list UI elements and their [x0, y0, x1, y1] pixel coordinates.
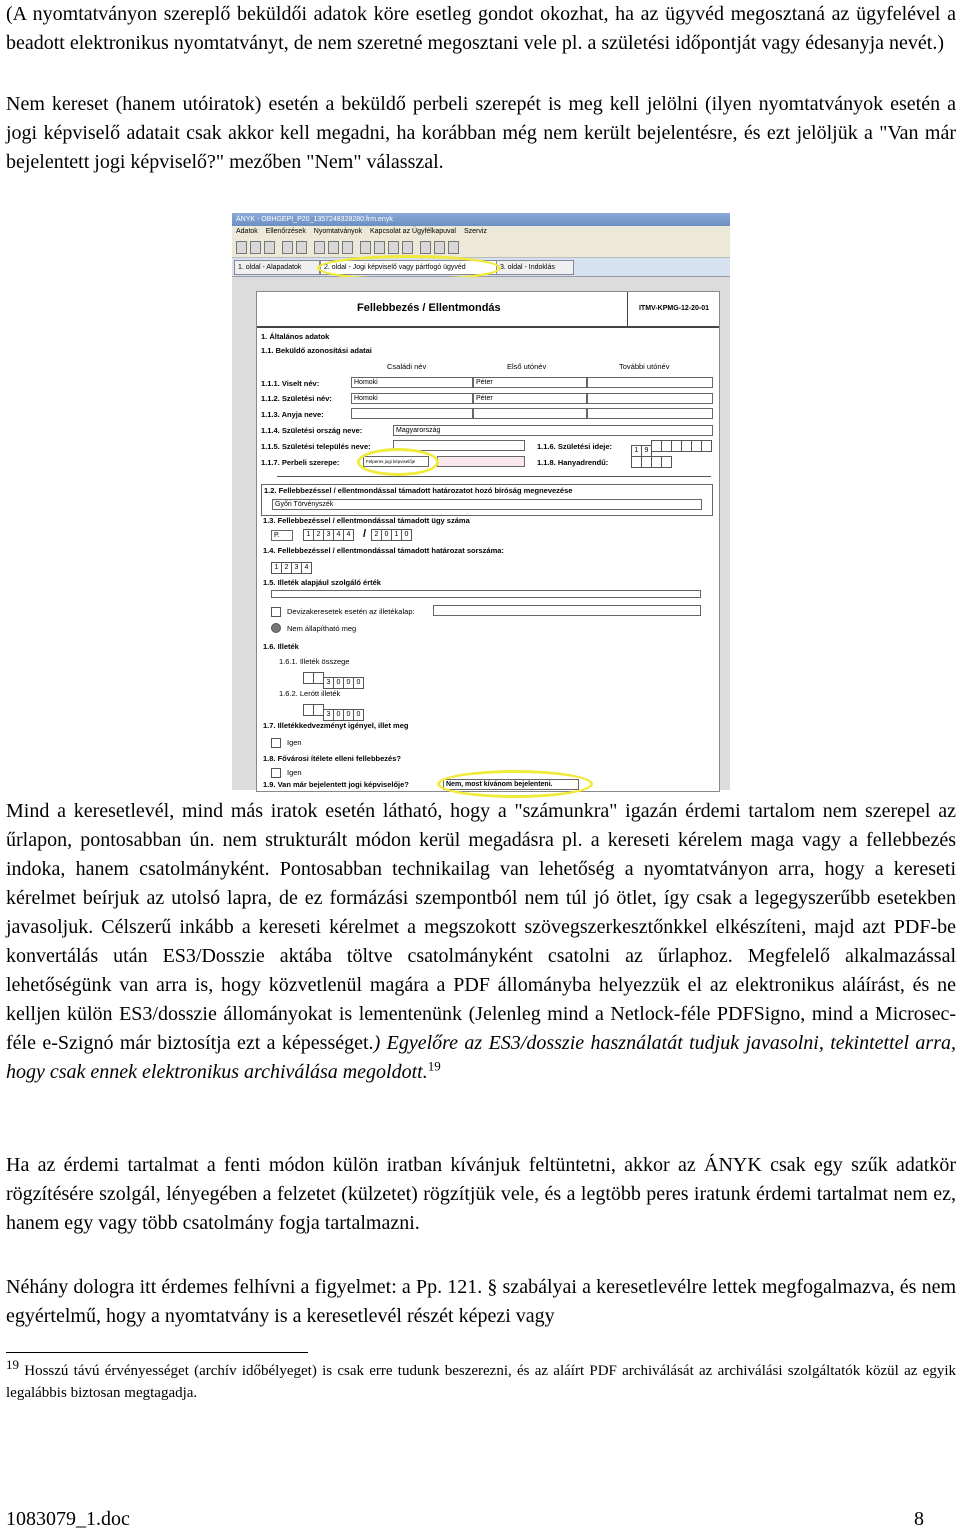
paragraph-1: (A nyomtatványon szereplő beküldői adatok köre esetleg gondot okozhat, ha az ügyvéd megosztaná az ügyfelével a beadott elektronikus nyomtatványt, de nem szeretné megosztani vele pl. a születési időpontját vagy édesanyja nevét.) — [6, 3, 956, 54]
fee-discount-checkbox[interactable] — [271, 738, 281, 748]
toolbar-icon[interactable] — [374, 241, 385, 254]
digit-box: 0 — [333, 677, 344, 689]
field-label-party-role: 1.1.7. Perbeli szerepe: — [261, 458, 340, 467]
field-label-birth-country: 1.1.4. Születési ország neve: — [261, 426, 363, 435]
menu-item-checks[interactable]: Ellenőrzések — [265, 228, 306, 235]
digit-box: 2 — [281, 562, 292, 574]
toolbar-icon[interactable] — [342, 241, 353, 254]
toolbar — [232, 237, 730, 258]
paragraph-5: Néhány dologra itt érdemes felhívni a figyelmet: a Pp. 121. § szabályai a keresetlevélre lettek megfogalmazva, és nem egyértelmű, hogy a nyomtatvány is a keresetlevél részét képezi vagy — [6, 1276, 956, 1327]
section-1-8-title: 1.8. Fővárosi ítélete elleni fellebbezés? — [263, 754, 401, 763]
toolbar-icon[interactable] — [264, 241, 275, 254]
paragraph-3-italic: ) Egyelőre az ES3/dosszie használatát tudjuk javasolni, tekintettel arra, hogy csak ennek elektronikus archiválása megoldott. — [6, 1032, 956, 1083]
party-role-extra-input[interactable] — [437, 456, 525, 467]
form-code: ITMV-KPMG-12-20-01 — [627, 292, 720, 326]
paragraph-3 — [6, 797, 956, 1087]
digit-box: 0 — [343, 709, 354, 721]
decision-number-input[interactable] — [271, 562, 311, 573]
toolbar-icon[interactable] — [434, 241, 445, 254]
field-label-birth-name: 1.1.2. Születési név: — [261, 394, 332, 403]
fee-paid-input[interactable] — [303, 704, 363, 718]
section-1-6-title: 1.6. Illeték — [263, 642, 299, 651]
column-other-name: További utónév — [619, 362, 670, 371]
digit-box: 1 — [271, 562, 282, 574]
toolbar-icon[interactable] — [250, 241, 261, 254]
digit-box: 0 — [381, 529, 392, 541]
court-name-input[interactable]: Győri Törvényszék — [272, 499, 702, 510]
case-number-input[interactable] — [303, 529, 353, 540]
capital-judgement-label: Igen — [287, 768, 302, 777]
footnote-ref[interactable]: 19 — [427, 1058, 441, 1074]
mother-family-name-input[interactable] — [351, 408, 473, 419]
toolbar-icon[interactable] — [402, 241, 413, 254]
digit-box: 3 — [323, 709, 334, 721]
toolbar-icon[interactable] — [388, 241, 399, 254]
party-role-select[interactable]: Felperes jogi képviselője — [363, 456, 429, 467]
not-determinable-label: Nem állapítható meg — [287, 624, 357, 633]
section-1-7-title: 1.7. Illetékkedvezményt igényel, illet meg — [263, 721, 409, 730]
column-first-name: Első utónév — [507, 362, 547, 371]
section-1-2-title: 1.2. Fellebbezéssel / ellentmondással támadott határozatot hozó bíróság megnevezése — [264, 486, 573, 495]
footnote-separator — [6, 1352, 308, 1353]
birth-family-name-input[interactable]: Homoki — [351, 393, 473, 404]
rank-input[interactable] — [631, 456, 671, 467]
toolbar-icon[interactable] — [314, 241, 325, 254]
field-label-birth-place: 1.1.5. Születési település neve: — [261, 442, 371, 451]
toolbar-icon[interactable] — [236, 241, 247, 254]
paragraph-3-text: Mind a keresetlevél, mind más iratok esetén látható, hogy a "számunkra" igazán érdemi tartalom nem szerepel az űrlapon, pontosabban ún. nem strukturált módon kerül megadásra pl. a kereseti kérelem maga vagy a fellebbezés indoka, hanem csatolmányként. Pontosabban technikailag van lehetőség a nyomtatványon arra, hogy a kereseti kérelmet beírjuk az utolsó lapra, de ez formázási szempontból nem túl jó ötlet, így csak a legegyszerűbb esetekben javasoljuk. Célszerű inkább a kereseti kérelmet a megszokott szövegszerkesztőnkkel elkészíteni, majd azt PDF-be konvertálás után ES3/Dosszie aktába töltve csatolmányként csatolni az űrlaphoz. Megfelelő alkalmazással lehetőségünk van arra is, hogy közvetlenül magára a PDF állományba helyezzük el az elektronikus aláírást, és ne kelljen külön ES3/dosszie állományokat is lementenünk (Jelenleg mind a Netlock-féle PDFSigno, mind a Microsec-féle e-Szignó már biztosítja ezt a képességet. — [6, 800, 956, 1054]
digit-box: 2 — [371, 529, 382, 541]
digit-box: 9 — [641, 445, 652, 457]
digit-box: 4 — [333, 529, 344, 541]
digit-box: 0 — [333, 709, 344, 721]
current-other-name-input[interactable] — [587, 377, 713, 388]
page-number: 8 — [914, 1508, 924, 1530]
field-label-current-name: 1.1.1. Viselt név: — [261, 379, 320, 388]
field-label-mother-name: 1.1.3. Anyja neve: — [261, 410, 324, 419]
digit-box: 2 — [313, 529, 324, 541]
digit-box: 0 — [401, 529, 412, 541]
case-slash: / — [363, 528, 367, 540]
digit-box: 1 — [631, 445, 642, 457]
digit-box: 3 — [291, 562, 302, 574]
toolbar-icon[interactable] — [448, 241, 459, 254]
case-year-input[interactable] — [371, 529, 411, 540]
field-label-rank: 1.1.8. Hanyadrendű: — [537, 458, 609, 467]
menu-item-data[interactable]: Adatok — [236, 228, 258, 235]
embedded-screenshot — [232, 213, 730, 790]
section-1-4-title: 1.4. Fellebbezéssel / ellentmondással támadott határozat sorszáma: — [263, 546, 504, 555]
digit-box: 0 — [343, 677, 354, 689]
digit-box: 3 — [323, 529, 334, 541]
form-sheet — [256, 291, 720, 792]
toolbar-icon[interactable] — [282, 241, 293, 254]
toolbar-icon[interactable] — [296, 241, 307, 254]
footnote-19 — [6, 1357, 956, 1404]
value-input[interactable] — [271, 590, 701, 598]
footnote-text: Hosszú távú érvényességet (archív időbélyeget) is csak erre tudunk beszerezni, és az aláírt PDF archiválását az archiválási szolgáltatók közül az egyik legalábbis biztosan megtagadja. — [6, 1363, 956, 1401]
fee-paid-label: 1.6.2. Lerótt illeték — [279, 689, 341, 698]
section-1-3-title: 1.3. Fellebbezéssel / ellentmondással támadott ügy száma — [263, 516, 470, 525]
tab-page-3[interactable]: 3. oldal - Indoklás — [496, 260, 574, 275]
toolbar-icon[interactable] — [420, 241, 431, 254]
current-first-name-input[interactable]: Péter — [473, 377, 587, 388]
digit-box: 3 — [323, 677, 334, 689]
not-determinable-checkbox[interactable] — [271, 623, 281, 633]
menu-item-service[interactable]: Szerviz — [463, 228, 487, 235]
field-label-birth-date: 1.1.6. Születési ideje: — [537, 442, 613, 451]
tab-page-1[interactable]: 1. oldal - Alapadatok — [234, 260, 320, 275]
foreign-currency-label: Devizakeresetek esetén az illetékalap: — [287, 607, 415, 616]
section-1-2 — [261, 484, 713, 516]
birth-other-name-input[interactable] — [587, 393, 713, 404]
digit-box: 1 — [303, 529, 314, 541]
birth-date-input[interactable] — [631, 440, 711, 454]
toolbar-icon[interactable] — [328, 241, 339, 254]
digit-box: 0 — [353, 677, 364, 689]
birth-first-name-input[interactable]: Péter — [473, 393, 587, 404]
section-1-5-title: 1.5. Illeték alapjául szolgáló érték — [263, 578, 381, 587]
fee-amount-input[interactable] — [303, 672, 363, 686]
digit-box: 1 — [391, 529, 402, 541]
birth-country-input[interactable]: Magyarország — [393, 425, 713, 436]
legal-representative-select[interactable]: Nem, most kívánom bejelenteni. — [443, 779, 579, 790]
paragraph-4: Ha az érdemi tartalmat a fenti módon külön iratban kívánjuk feltüntetni, akkor az ÁNYK csak egy szűk adatkör rögzítésére szolgál, lényegében a felzetet (külzetet) rögzítjük vele, és a legtöbb peres iratunk érdemi tartalmat nem ez, hanem egy vagy több csatolmány fogja tartalmazni. — [6, 1154, 956, 1234]
highlight-marker — [357, 448, 439, 476]
case-prefix[interactable]: P. — [271, 530, 293, 541]
column-family-name: Családi név — [387, 362, 427, 371]
window-title: ÁNYK - OBHGEPI_P20_1357248328280.frm.enyk — [232, 213, 730, 226]
divider — [277, 476, 711, 477]
digit-box: 4 — [301, 562, 312, 574]
tab-page-2[interactable]: 2. oldal - Jogi képviselő vagy pártfogó ügyvéd — [320, 260, 498, 275]
footer-filename: 1083079_1.doc — [6, 1508, 130, 1530]
fee-discount-label: Igen — [287, 738, 302, 747]
form-title: Fellebbezés / Ellentmondás — [357, 302, 501, 314]
toolbar-icon[interactable] — [360, 241, 371, 254]
mother-first-name-input[interactable] — [473, 408, 587, 419]
mother-other-name-input[interactable] — [587, 408, 713, 419]
footnote-number: 19 — [6, 1357, 19, 1372]
menu-bar — [232, 226, 730, 237]
section-1-9-title: 1.9. Van már bejelentett jogi képviselője? — [263, 780, 409, 789]
paragraph-2: Nem kereset (hanem utóiratok) esetén a beküldő perbeli szerepét is meg kell jelölni (ilyen nyomtatványok esetén a jogi képviselő adatait csak akkor kell megadni, ha korábban még nem került bejelentésre, és ezt jelöljük a "Van már bejelentett jogi képviselő?" mezőben "Nem" válasszal. — [6, 93, 956, 173]
menu-item-ugyfelkapu[interactable]: Kapcsolat az Ügyfélkapuval — [369, 228, 456, 235]
highlight-marker — [437, 770, 593, 798]
fee-amount-label: 1.6.1. Illeték összege — [279, 657, 350, 666]
current-family-name-input[interactable]: Homoki — [351, 377, 473, 388]
section-1-1-title: 1.1. Beküldő azonosítási adatai — [261, 346, 372, 355]
digit-box: 0 — [353, 709, 364, 721]
menu-item-forms[interactable]: Nyomtatványok — [313, 228, 363, 235]
capital-judgement-checkbox[interactable] — [271, 768, 281, 778]
digit-box: 4 — [343, 529, 354, 541]
form-header — [257, 292, 719, 328]
foreign-currency-checkbox[interactable] — [271, 607, 281, 617]
foreign-currency-input[interactable] — [433, 605, 701, 616]
section-1-title: 1. Általános adatok — [261, 332, 330, 341]
